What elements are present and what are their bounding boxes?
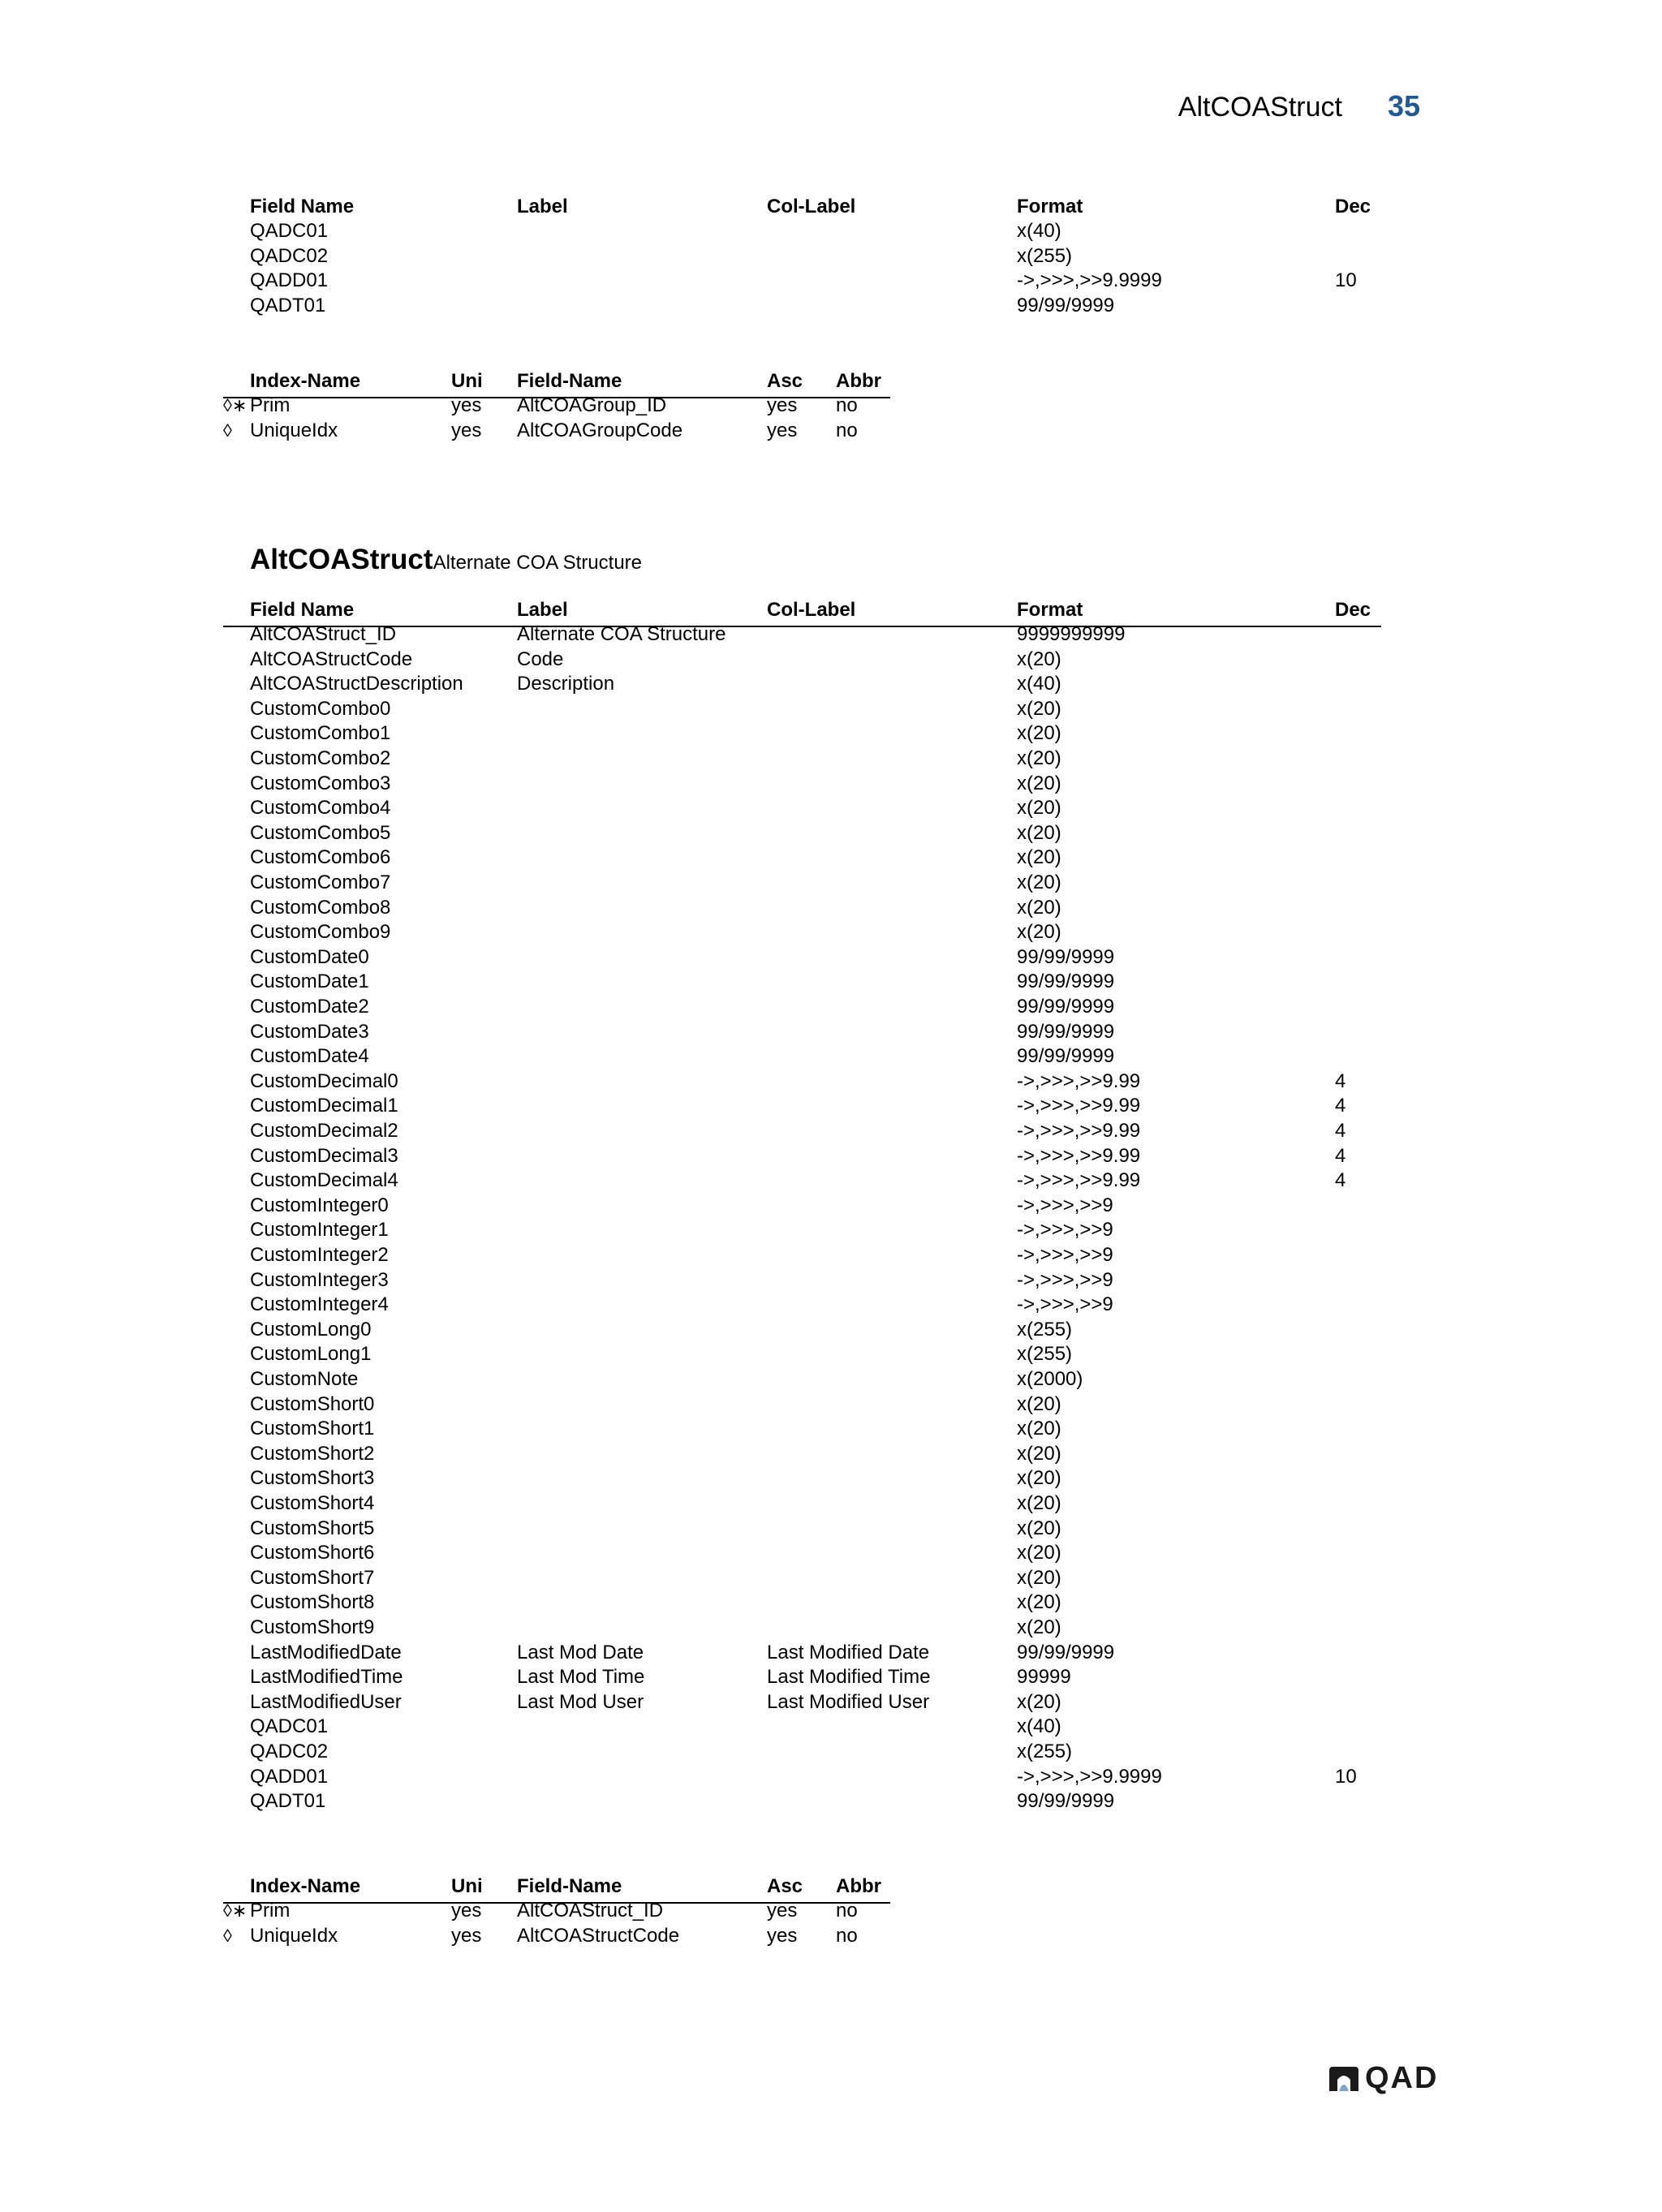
cell-dec: 10 — [1335, 269, 1357, 292]
cell-field-name: CustomDate3 — [250, 1020, 369, 1043]
header-field-name: Field-Name — [517, 370, 622, 392]
cell-field-name: CustomLong1 — [250, 1343, 372, 1366]
header-asc: Asc — [767, 370, 803, 392]
cell-format: ->,>>>,>>9.99 — [1017, 1120, 1141, 1142]
cell-field-name: QADC01 — [250, 220, 329, 242]
cell-field-name: CustomCombo0 — [250, 697, 391, 720]
header-index-name: Index-Name — [250, 370, 361, 392]
cell-asc: yes — [767, 394, 798, 416]
cell-format: 99/99/9999 — [1017, 1045, 1115, 1068]
cell-field-name: CustomInteger4 — [250, 1293, 389, 1316]
header-label: Label — [517, 196, 568, 217]
cell-col-label: Last Modified Time — [767, 1666, 931, 1689]
header-field-name: Field Name — [250, 196, 355, 217]
header-index-name: Index-Name — [250, 1875, 361, 1897]
cell-uni: yes — [451, 394, 482, 416]
index-marker: ◊∗ — [223, 1900, 248, 1921]
cell-index-name: Prim — [250, 394, 291, 416]
cell-field-name: LastModifiedDate — [250, 1641, 402, 1663]
qad-logo-text: QAD — [1365, 2061, 1439, 2095]
cell-format: ->,>>>,>>9 — [1017, 1293, 1113, 1316]
header-dec: Dec — [1335, 599, 1371, 621]
cell-dec: 4 — [1335, 1069, 1346, 1092]
cell-field-name: AltCOAGroup_ID — [517, 394, 667, 416]
cell-format: ->,>>>,>>9.9999 — [1017, 1765, 1162, 1788]
qad-logo — [1328, 2061, 1438, 2096]
cell-field-name: AltCOAStruct_ID — [250, 623, 397, 645]
cell-field-name: AltCOAStruct_ID — [517, 1900, 664, 1922]
cell-dec: 10 — [1335, 1765, 1357, 1788]
cell-format: x(255) — [1017, 1741, 1073, 1762]
cell-field-name: LastModifiedTime — [250, 1666, 403, 1689]
cell-format: 99/99/9999 — [1017, 294, 1115, 316]
cell-field-name: CustomInteger2 — [250, 1244, 389, 1266]
cell-field-name: CustomLong0 — [250, 1318, 372, 1341]
cell-format: ->,>>>,>>9.99 — [1017, 1069, 1141, 1092]
header-format: Format — [1017, 196, 1083, 217]
cell-format: 99/99/9999 — [1017, 996, 1115, 1018]
cell-label: Alternate COA Structure — [517, 623, 726, 645]
cell-format: ->,>>>,>>9.99 — [1017, 1144, 1141, 1167]
cell-field-name: CustomShort7 — [250, 1566, 375, 1589]
cell-dec: 4 — [1335, 1169, 1346, 1192]
cell-field-name: CustomShort4 — [250, 1492, 375, 1514]
cell-abbr: no — [836, 1924, 858, 1947]
index-marker: ◊ — [223, 1925, 232, 1946]
cell-asc: yes — [767, 419, 798, 441]
header-label: Label — [517, 599, 568, 621]
cell-abbr: no — [836, 394, 858, 416]
cell-field-name: CustomShort1 — [250, 1418, 375, 1440]
header-col-label: Col-Label — [767, 196, 856, 217]
header-abbr: Abbr — [836, 370, 881, 392]
cell-index-name: UniqueIdx — [250, 419, 338, 441]
cell-uni: yes — [451, 419, 482, 441]
cell-field-name: QADD01 — [250, 269, 329, 292]
cell-uni: yes — [451, 1900, 482, 1922]
cell-field-name: CustomDate1 — [250, 970, 369, 993]
cell-format: x(40) — [1017, 673, 1061, 695]
cell-format: x(20) — [1017, 1442, 1061, 1465]
cell-label: Last Mod Date — [517, 1641, 644, 1663]
cell-field-name: CustomDate4 — [250, 1045, 369, 1068]
cell-field-name: CustomDecimal0 — [250, 1069, 398, 1092]
cell-abbr: no — [836, 419, 858, 441]
cell-format: ->,>>>,>>9 — [1017, 1244, 1113, 1266]
cell-field-name: LastModifiedUser — [250, 1690, 402, 1713]
section-title-main: AltCOAStruct — [250, 544, 433, 575]
cell-field-name: CustomCombo8 — [250, 896, 391, 919]
cell-format: x(20) — [1017, 821, 1061, 844]
cell-format: ->,>>>,>>9 — [1017, 1268, 1113, 1291]
section-title — [250, 544, 642, 576]
cell-format: ->,>>>,>>9.9999 — [1017, 269, 1162, 292]
cell-format: x(20) — [1017, 1517, 1061, 1539]
cell-asc: yes — [767, 1900, 798, 1922]
cell-format: x(20) — [1017, 871, 1061, 893]
cell-col-label: Last Modified Date — [767, 1641, 930, 1663]
cell-abbr: no — [836, 1900, 858, 1922]
cell-index-name: Prim — [250, 1900, 291, 1922]
cell-format: x(255) — [1017, 1318, 1073, 1341]
cell-format: x(20) — [1017, 1418, 1061, 1440]
cell-label: Last Mod User — [517, 1690, 644, 1713]
cell-field-name: CustomDate0 — [250, 945, 369, 968]
cell-col-label: Last Modified User — [767, 1690, 930, 1713]
header-abbr: Abbr — [836, 1875, 881, 1897]
cell-format: 99/99/9999 — [1017, 1020, 1115, 1043]
cell-format: x(20) — [1017, 1566, 1061, 1589]
cell-format: ->,>>>,>>9.99 — [1017, 1169, 1141, 1192]
cell-field-name: CustomCombo7 — [250, 871, 391, 893]
cell-field-name: CustomCombo3 — [250, 772, 391, 794]
cell-field-name: CustomDecimal3 — [250, 1144, 398, 1167]
cell-field-name: CustomShort8 — [250, 1591, 375, 1614]
header-asc: Asc — [767, 1875, 803, 1897]
cell-index-name: UniqueIdx — [250, 1924, 338, 1947]
cell-format: ->,>>>,>>9 — [1017, 1219, 1113, 1242]
cell-field-name: CustomShort5 — [250, 1517, 375, 1539]
page-header — [1178, 89, 1420, 123]
cell-format: x(255) — [1017, 244, 1073, 267]
cell-field-name: CustomShort0 — [250, 1392, 375, 1415]
cell-uni: yes — [451, 1924, 482, 1947]
cell-field-name: QADC02 — [250, 1741, 329, 1762]
header-uni: Uni — [451, 370, 483, 392]
cell-field-name: QADT01 — [250, 1790, 326, 1813]
cell-format: x(20) — [1017, 797, 1061, 820]
cell-field-name: CustomDate2 — [250, 996, 369, 1018]
cell-format: x(20) — [1017, 722, 1061, 745]
cell-dec: 4 — [1335, 1120, 1346, 1142]
cell-format: x(2000) — [1017, 1368, 1083, 1390]
cell-field-name: CustomCombo6 — [250, 846, 391, 869]
cell-format: ->,>>>,>>9 — [1017, 1194, 1113, 1216]
cell-field-name: CustomNote — [250, 1368, 359, 1390]
header-dec: Dec — [1335, 196, 1371, 217]
cell-field-name: AltCOAStructCode — [250, 648, 413, 670]
header-col-label: Col-Label — [767, 599, 856, 621]
cell-label: Description — [517, 673, 615, 695]
cell-format: x(20) — [1017, 1616, 1061, 1638]
cell-field-name: CustomCombo9 — [250, 921, 391, 944]
cell-field-name: CustomDecimal4 — [250, 1169, 398, 1192]
cell-format: x(20) — [1017, 697, 1061, 720]
cell-format: x(255) — [1017, 1343, 1073, 1366]
cell-format: x(20) — [1017, 846, 1061, 869]
header-field-name: Field-Name — [517, 1875, 622, 1897]
cell-format: 99/99/9999 — [1017, 1641, 1115, 1663]
cell-format: x(20) — [1017, 1591, 1061, 1614]
cell-format: 99999 — [1017, 1666, 1071, 1689]
cell-field-name: CustomCombo5 — [250, 821, 391, 844]
qad-logo-icon — [1328, 2065, 1360, 2093]
cell-field-name: CustomDecimal2 — [250, 1120, 398, 1142]
cell-field-name: QADC01 — [250, 1715, 329, 1738]
cell-field-name: AltCOAStructCode — [517, 1924, 680, 1947]
cell-dec: 4 — [1335, 1095, 1346, 1117]
cell-format: 9999999999 — [1017, 623, 1126, 645]
cell-format: x(40) — [1017, 1715, 1061, 1738]
cell-field-name: QADC02 — [250, 244, 329, 267]
header-field-name: Field Name — [250, 599, 355, 621]
page-header-title: AltCOAStruct — [1178, 92, 1342, 123]
cell-format: x(20) — [1017, 896, 1061, 919]
cell-field-name: AltCOAStructDescription — [250, 673, 463, 695]
cell-field-name: AltCOAGroupCode — [517, 419, 683, 441]
cell-field-name: QADT01 — [250, 294, 326, 316]
cell-field-name: CustomInteger0 — [250, 1194, 389, 1216]
cell-format: x(20) — [1017, 747, 1061, 769]
cell-field-name: CustomShort6 — [250, 1542, 375, 1564]
header-format: Format — [1017, 599, 1083, 621]
cell-label: Last Mod Time — [517, 1666, 645, 1689]
field-header-rule — [223, 626, 1381, 627]
cell-format: x(20) — [1017, 1542, 1061, 1564]
cell-format: 99/99/9999 — [1017, 970, 1115, 993]
cell-format: x(40) — [1017, 220, 1061, 242]
cell-field-name: CustomCombo1 — [250, 722, 391, 745]
cell-field-name: CustomShort2 — [250, 1442, 375, 1465]
index-marker: ◊ — [223, 420, 232, 441]
cell-field-name: CustomInteger1 — [250, 1219, 389, 1242]
cell-dec: 4 — [1335, 1144, 1346, 1167]
cell-format: 99/99/9999 — [1017, 1790, 1115, 1813]
cell-field-name: CustomShort9 — [250, 1616, 375, 1638]
cell-format: x(20) — [1017, 921, 1061, 944]
cell-format: x(20) — [1017, 648, 1061, 670]
cell-field-name: CustomInteger3 — [250, 1268, 389, 1291]
cell-format: x(20) — [1017, 1467, 1061, 1490]
cell-format: x(20) — [1017, 1392, 1061, 1415]
cell-asc: yes — [767, 1924, 798, 1947]
cell-field-name: CustomCombo2 — [250, 747, 391, 769]
section-title-subtitle: Alternate COA Structure — [433, 552, 643, 574]
cell-format: ->,>>>,>>9.99 — [1017, 1095, 1141, 1117]
cell-field-name: CustomCombo4 — [250, 797, 391, 820]
cell-format: x(20) — [1017, 1690, 1061, 1713]
page-number: 35 — [1387, 89, 1420, 123]
cell-format: x(20) — [1017, 1492, 1061, 1514]
cell-label: Code — [517, 648, 564, 670]
header-uni: Uni — [451, 1875, 483, 1897]
cell-field-name: CustomShort3 — [250, 1467, 375, 1490]
cell-field-name: CustomDecimal1 — [250, 1095, 398, 1117]
index-marker: ◊∗ — [223, 395, 248, 415]
cell-format: x(20) — [1017, 772, 1061, 794]
cell-field-name: QADD01 — [250, 1765, 329, 1788]
cell-format: 99/99/9999 — [1017, 945, 1115, 968]
